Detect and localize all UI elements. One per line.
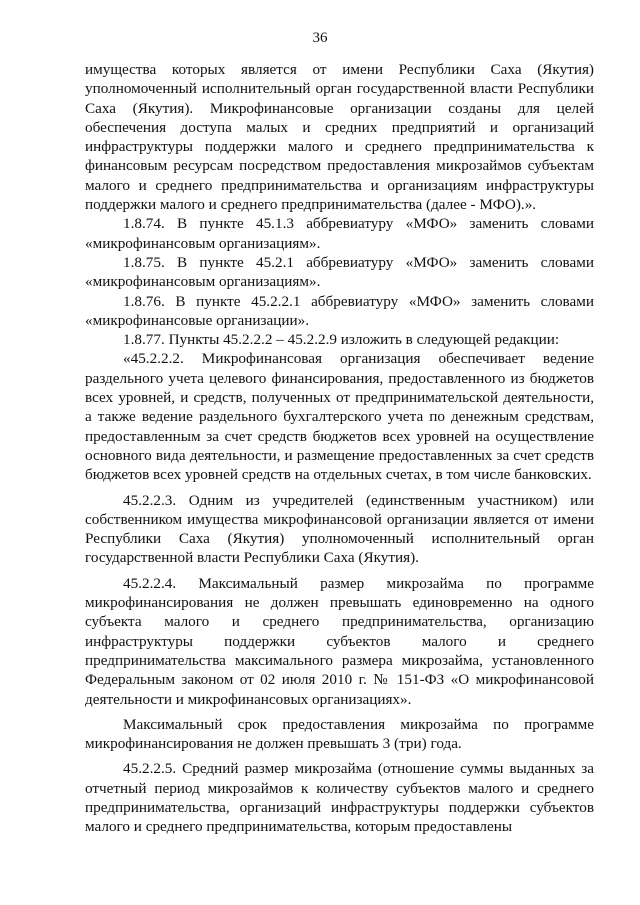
page-number: 36 [312,30,328,46]
paragraph-item-1-8-76: 1.8.76. В пункте 45.2.2.1 аббревиатуру «МФО» заменить словами «микрофинансовые организации». [85,292,594,329]
paragraph-item-1-8-74: 1.8.74. В пункте 45.1.3 аббревиатуру «МФО» заменить словами «микрофинансовым организациям». [85,215,594,252]
paragraph-max-term: Максимальный срок предоставления микрозайма по программе микрофинансирования не должен превышать 3 (три) года. [85,715,594,753]
paragraph-clause-45-2-2-5: 45.2.2.5. Средний размер микрозайма (отношение суммы выданных за отчетный период микрозаймов к количеству субъектов малого и среднего предпринимательства, организаций инфраструктуры поддержки субъектов малого и среднего предпринимательства, которым предоставлены [85,760,594,836]
paragraph-clause-45-2-2-3: 45.2.2.3. Одним из учредителей (единственным участником) или собственником имущества микрофинансовой организации является от имени Республики Саха (Якутия) уполномоченный исполнительный орган государственной власти Республики Саха (Якутия). [85,491,594,567]
paragraph-item-1-8-77: 1.8.77. Пункты 45.2.2.2 – 45.2.2.9 изложить в следующей редакции: [123,331,560,349]
paragraph-clause-45-2-2-2: «45.2.2.2. Микрофинансовая организация обеспечивает ведение раздельного учета целевого финансирования, предоставленного из бюджетов всех уровней, и средств, полученных от предпринимательской деятельности, а также ведение раздельного бухгалтерского учета по денежным средствам, предоставленным за счет средств бюджетов всех уровней на осуществление основного вида деятельности, и размещение предоставленных за счет средств бюджетов всех уровней средств на отдельных счетах, в том числе банковских. [85,350,594,484]
paragraph-item-1-8-75: 1.8.75. В пункте 45.2.1 аббревиатуру «МФО» заменить словами «микрофинансовым организациям». [85,253,594,291]
paragraph-clause-45-2-2-4: 45.2.2.4. Максимальный размер микрозайма по программе микрофинансирования не должен превышать единовременно на одного субъекта малого и среднего предпринимательства, организацию инфраструктуры поддержки субъектов малого и среднего предпринимательства максимального размера микрозайма, установленного Федеральным законом от 02 июля 2010 г. № 151-ФЗ «О микрофинансовой деятельности и микрофинансовых организациях». [85,574,594,708]
document-body [85,60,594,837]
paragraph-continuation: имущества которых является от имени Республики Саха (Якутия) уполномоченный исполнительный орган государственной власти Республики Саха (Якутия). Микрофинансовые организации созданы для целей обеспечения доступа малых и средних предприятий и организаций инфраструктуры поддержки малого и среднего предпринимательства к финансовым ресурсам посредством предоставления микрозаймов субъектам малого и среднего предпринимательства и организациям инфраструктуры поддержки малого и среднего предпринимательства (далее - МФО).». [85,61,594,214]
